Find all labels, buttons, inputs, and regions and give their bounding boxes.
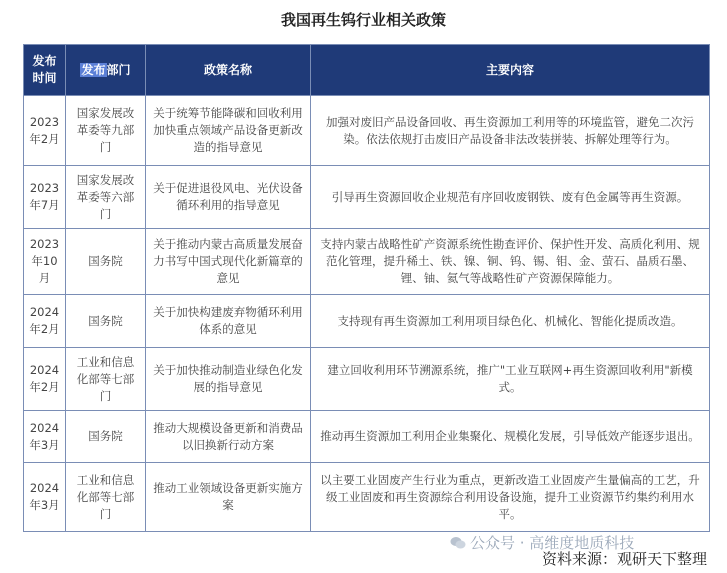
table-row <box>24 96 710 166</box>
cell-name: 关于推动内蒙古高质量发展奋力书写中国式现代化新篇章的意见 <box>146 229 311 295</box>
cell-dept: 国务院 <box>66 295 146 348</box>
table-row <box>24 166 710 229</box>
cell-dept: 工业和信息化部等七部门 <box>66 463 146 532</box>
cell-content: 引导再生资源回收企业规范有序回收废钢铁、废有色金属等再生资源。 <box>311 166 710 229</box>
header-dept-text: 部门 <box>106 62 131 77</box>
wechat-icon <box>450 536 466 550</box>
cell-name: 关于统筹节能降碳和回收利用加快重点领域产品设备更新改造的指导意见 <box>146 96 311 166</box>
cell-name: 关于促进退役风电、光伏设备循环利用的指导意见 <box>146 166 311 229</box>
cell-dept: 国家发展改革委等九部门 <box>66 96 146 166</box>
source-note: 资料来源：观研天下整理 <box>541 550 707 568</box>
watermark-text: 公众号 · 高维度地质科技 <box>470 534 635 552</box>
table-row <box>24 463 710 532</box>
table-header-row <box>24 45 710 96</box>
cell-time: 2024年2月 <box>24 295 66 348</box>
policy-table <box>23 44 710 532</box>
cell-name: 推动工业领域设备更新实施方案 <box>146 463 311 532</box>
cell-dept: 国务院 <box>66 411 146 463</box>
header-time: 发布时间 <box>24 45 66 96</box>
header-content: 主要内容 <box>311 45 710 96</box>
cell-time: 2024年3月 <box>24 411 66 463</box>
cell-content: 建立回收利用环节溯源系统，推广"工业互联网+再生资源回收利用"新模式。 <box>311 348 710 411</box>
cell-content: 推动再生资源加工利用企业集聚化、规模化发展，引导低效产能逐步退出。 <box>311 411 710 463</box>
cell-dept: 工业和信息化部等七部门 <box>66 348 146 411</box>
cell-time: 2023年7月 <box>24 166 66 229</box>
cell-content: 支持内蒙古战略性矿产资源系统性勘查评价、保护性开发、高质化利用、规范化管理，提升稀土、铁、镍、铜、钨、锡、钼、金、萤石、晶质石墨、锂、铀、氦气等战略性矿产资源保障能力。 <box>311 229 710 295</box>
page-title: 我国再生钨行业相关政策 <box>280 11 446 29</box>
cell-time: 2023年10月 <box>24 229 66 295</box>
table-row <box>24 348 710 411</box>
cell-dept: 国家发展改革委等六部门 <box>66 166 146 229</box>
cell-name: 关于加快推动制造业绿色化发展的指导意见 <box>146 348 311 411</box>
header-name: 政策名称 <box>146 45 311 96</box>
cell-time: 2023年2月 <box>24 96 66 166</box>
table-row <box>24 295 710 348</box>
header-dept <box>66 45 146 96</box>
header-dept-selected-text: 发布 <box>81 62 106 77</box>
cell-dept: 国务院 <box>66 229 146 295</box>
cell-time: 2024年2月 <box>24 348 66 411</box>
cell-name: 推动大规模设备更新和消费品以旧换新行动方案 <box>146 411 311 463</box>
cell-content: 加强对废旧产品设备回收、再生资源加工利用等的环境监管，避免二次污染。依法依规打击废旧产品设备非法改装拼装、拆解处理等行为。 <box>311 96 710 166</box>
cell-name: 关于加快构建废弃物循环利用体系的意见 <box>146 295 311 348</box>
table-row <box>24 411 710 463</box>
table-row <box>24 229 710 295</box>
cell-content: 支持现有再生资源加工利用项目绿色化、机械化、智能化提质改造。 <box>311 295 710 348</box>
cell-content: 以主要工业固废产生行业为重点，更新改造工业固废产生量偏高的工艺，升级工业固废和再生资源综合利用设备设施，提升工业资源节约集约利用水平。 <box>311 463 710 532</box>
cell-time: 2024年3月 <box>24 463 66 532</box>
